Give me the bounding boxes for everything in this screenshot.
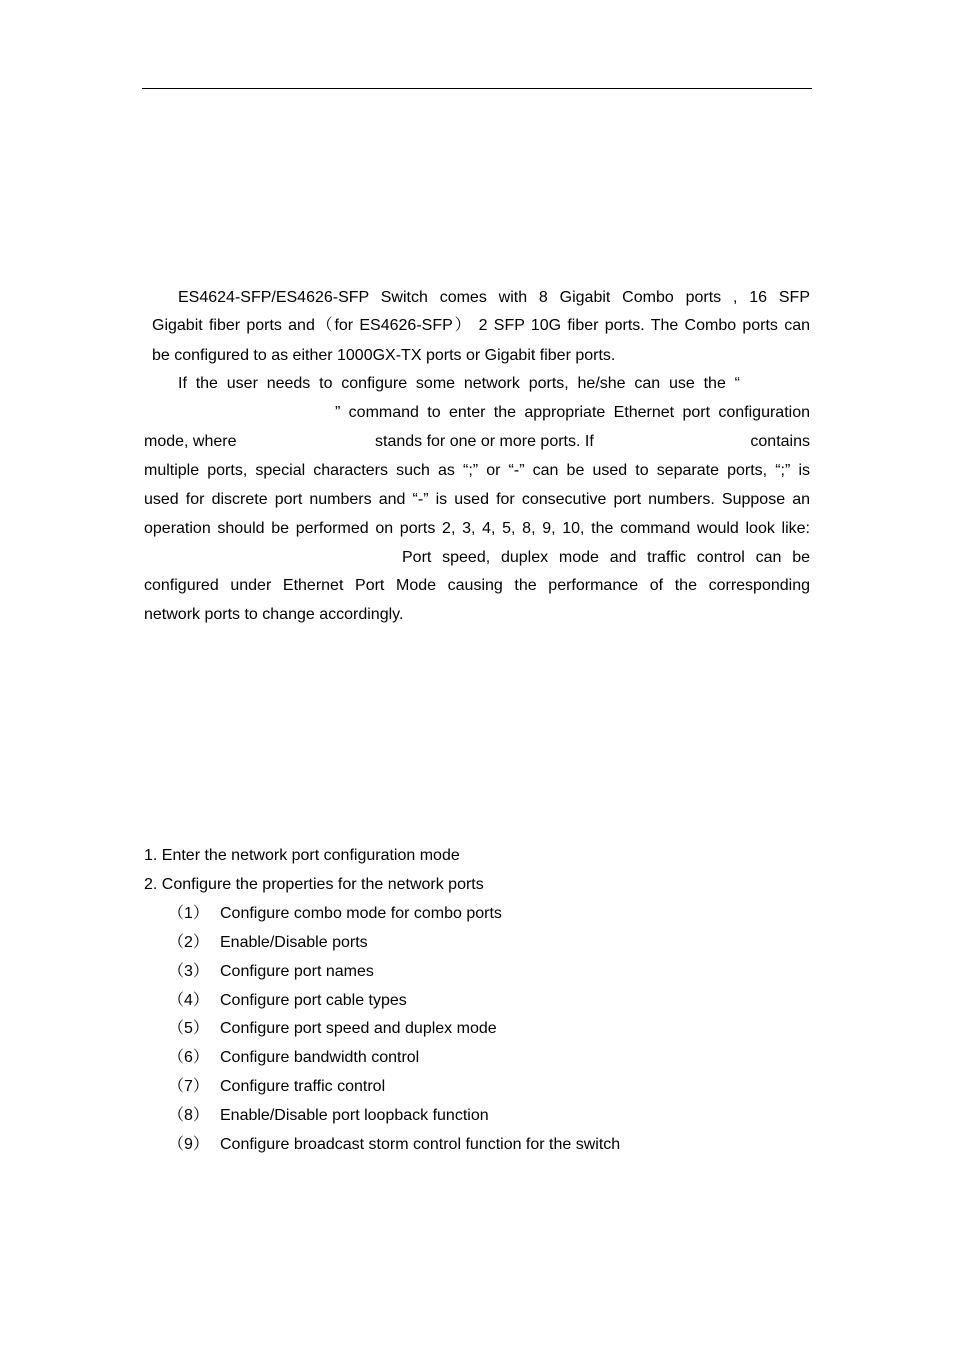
paragraph2-line7: Port speed, duplex mode and traffic control can be (402, 549, 810, 566)
substep-3-number: （3） (168, 963, 209, 980)
substep-1-text: Configure combo mode for combo ports (220, 905, 502, 922)
substep-5-text: Configure port speed and duplex mode (220, 1020, 497, 1037)
substep-9-text: Configure broadcast storm control function for the switch (220, 1136, 621, 1153)
substep-9-number: （9） (168, 1136, 209, 1153)
substep-5-number: （5） (168, 1020, 209, 1037)
substep-1-number: （1） (168, 905, 209, 922)
substep-3-text: Configure port names (220, 963, 374, 980)
paragraph1-line1: ES4624-SFP/ES4626-SFP Switch comes with 8 Gigabit Combo ports , 16 SFP (178, 289, 810, 306)
paragraph2-line1: If the user needs to configure some network ports, he/she can use the “ (178, 375, 740, 392)
substep-7-number: （7） (168, 1078, 209, 1095)
paragraph2-line5: used for discrete port numbers and “-” is used for consecutive port numbers. Suppose an (144, 491, 810, 508)
paragraph2-line6: operation should be performed on ports 2, 3, 4, 5, 8, 9, 10, the command would look like: (144, 520, 810, 537)
substep-7-text: Configure traffic control (220, 1078, 386, 1095)
substep-6-text: Configure bandwidth control (220, 1049, 420, 1066)
paragraph2-line3b: stands for one or more ports. If (375, 433, 594, 450)
substep-2-number: （2） (168, 934, 209, 951)
step-2: 2. Configure the properties for the network ports (144, 876, 484, 893)
paragraph2-line4: multiple ports, special characters such as “;” or “-” can be used to separate ports, “;” is (144, 462, 810, 479)
paragraph2-line3c: contains (750, 433, 810, 450)
substep-2-text: Enable/Disable ports (220, 934, 368, 951)
paragraph2-line2: ” command to enter the appropriate Ethernet port configuration (335, 404, 810, 421)
substep-8-text: Enable/Disable port loopback function (220, 1107, 489, 1124)
paragraph2-line8: configured under Ethernet Port Mode causing the performance of the corresponding (144, 577, 810, 594)
paragraph2-line3a: mode, where (144, 433, 237, 450)
substep-6-number: （6） (168, 1049, 209, 1066)
substep-4-number: （4） (168, 992, 209, 1009)
paragraph1-line2: Gigabit fiber ports and（for ES4626-SFP） 2 SFP 10G fiber ports. The Combo ports can (152, 317, 810, 334)
step-1: 1. Enter the network port configuration mode (144, 847, 460, 864)
header-rule (142, 88, 812, 89)
paragraph1-line3: be configured to as either 1000GX-TX ports or Gigabit fiber ports. (152, 347, 616, 364)
substep-8-number: （8） (168, 1107, 209, 1124)
paragraph2-line9: network ports to change accordingly. (144, 606, 404, 623)
substep-4-text: Configure port cable types (220, 992, 407, 1009)
